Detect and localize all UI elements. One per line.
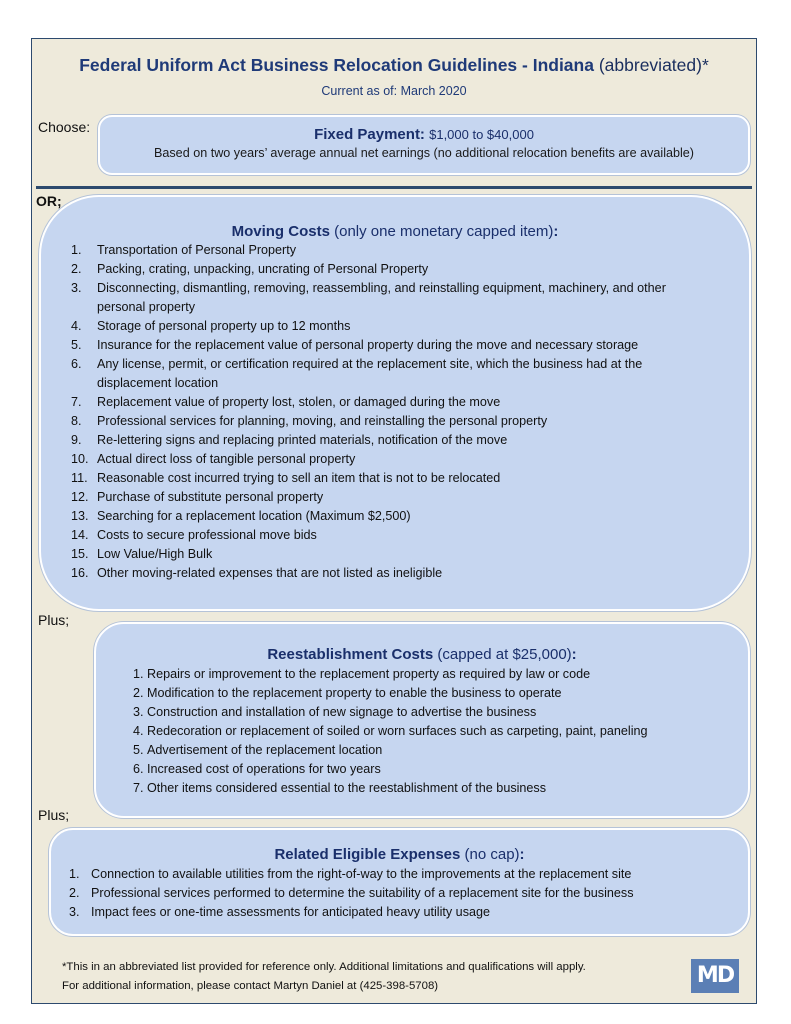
title-bold: Federal Uniform Act Business Relocation Guidelines - Indiana [79, 55, 594, 75]
list-item [69, 865, 748, 884]
list-item-number: 9. [71, 433, 82, 447]
list-item-text: Impact fees or one-time assessments for anticipated heavy utility usage [91, 905, 490, 919]
list-item [133, 779, 748, 798]
list-item-number: 15. [71, 547, 89, 561]
list-item-text: Other moving-related expenses that are not listed as ineligible [97, 566, 443, 580]
list-item-number: 2. [133, 686, 144, 700]
fixed-payment-range: $1,000 to $40,000 [429, 127, 534, 142]
list-item-text: Advertisement of the replacement location [147, 743, 383, 757]
section-divider [36, 186, 752, 189]
list-item-text: Costs to secure professional move bids [97, 528, 317, 542]
list-item [71, 279, 701, 317]
reestablishment-title: Reestablishment Costs [267, 646, 434, 663]
list-item-text: Other items considered essential to the reestablishment of the business [147, 781, 547, 795]
reestablishment-qualifier: (capped at $25,000) [437, 646, 572, 663]
list-item-text: Professional services performed to determine the suitability of a replacement site for the business [91, 886, 634, 900]
list-item-text: Transportation of Personal Property [97, 243, 297, 257]
list-item-text: Modification to the replacement property to enable the business to operate [147, 686, 562, 700]
reestablishment-colon: : [571, 646, 577, 663]
reestablishment-list [133, 665, 748, 798]
list-item-number: 16. [71, 566, 89, 580]
list-item-text: Re-lettering signs and replacing printed materials, notification of the move [97, 433, 508, 447]
or-label: OR; [36, 193, 62, 209]
list-item [133, 684, 748, 703]
list-item-number: 6. [71, 357, 82, 371]
reestablishment-box [94, 622, 750, 818]
moving-costs-qualifier: (only one monetary capped item) [334, 223, 554, 240]
list-item-number: 11. [71, 471, 88, 485]
list-item-number: 1. [69, 867, 80, 881]
list-item-number: 5. [133, 743, 144, 757]
list-item-text: Construction and installation of new signage to advertise the business [147, 705, 537, 719]
list-item-text: Searching for a replacement location (Maximum $2,500) [97, 509, 411, 523]
list-item-text: Replacement value of property lost, stolen, or damaged during the move [97, 395, 501, 409]
list-item [71, 317, 701, 336]
list-item [133, 703, 748, 722]
list-item-number: 14. [71, 528, 89, 542]
related-expenses-title: Related Eligible Expenses [274, 846, 461, 863]
list-item-number: 3. [71, 281, 82, 295]
list-item-text: Disconnecting, dismantling, removing, reassembling, and reinstalling equipment, machinery, and other personal property [97, 281, 666, 314]
moving-costs-box [39, 195, 751, 611]
list-item-text: Purchase of substitute personal property [97, 490, 324, 504]
plus-label-2: Plus; [38, 807, 70, 823]
list-item [133, 760, 748, 779]
related-expenses-heading [69, 846, 748, 863]
list-item-text: Professional services for planning, moving, and reinstalling the personal property [97, 414, 548, 428]
list-item-number: 5. [71, 338, 82, 352]
list-item-number: 3. [133, 705, 144, 719]
list-item-number: 10. [71, 452, 89, 466]
related-expenses-list [69, 865, 748, 922]
moving-costs-list [71, 241, 701, 583]
list-item [71, 260, 701, 279]
list-item-number: 7. [133, 781, 144, 795]
list-item-text: Reasonable cost incurred trying to sell an item that is not to be relocated [97, 471, 501, 485]
list-item-text: Repairs or improvement to the replacement property as required by law or code [147, 667, 591, 681]
list-item [71, 450, 701, 469]
list-item [71, 507, 701, 526]
list-item [71, 241, 701, 260]
md-logo: MD [691, 959, 739, 993]
list-item-text: Connection to available utilities from the right-of-way to the improvements at the replacement site [91, 867, 632, 881]
list-item [71, 336, 701, 355]
list-item-text: Increased cost of operations for two years [147, 762, 381, 776]
fixed-payment-heading [100, 126, 748, 143]
list-item-number: 4. [71, 319, 82, 333]
title-qualifier: (abbreviated)* [598, 55, 709, 75]
list-item-number: 2. [69, 886, 80, 900]
related-expenses-colon: : [519, 846, 525, 863]
list-item-text: Insurance for the replacement value of personal property during the move and necessary storage [97, 338, 639, 352]
list-item [133, 741, 748, 760]
page-subtitle: Current as of: March 2020 [321, 84, 467, 98]
list-item-number: 4. [133, 724, 144, 738]
list-item [71, 469, 701, 488]
plus-label-1: Plus; [38, 612, 70, 628]
fixed-payment-description: Based on two years’ average annual net earnings (no additional relocation benefits are available) [153, 146, 694, 160]
list-item [71, 526, 701, 545]
related-expenses-qualifier: (no cap) [464, 846, 520, 863]
list-item [71, 488, 701, 507]
footer-disclaimer: *This in an abbreviated list provided for reference only. Additional limitations and qualifications will apply. [62, 961, 586, 973]
list-item [71, 545, 701, 564]
reestablishment-heading [133, 646, 748, 663]
list-item-number: 1. [71, 243, 82, 257]
list-item [133, 722, 748, 741]
list-item-number: 13. [71, 509, 89, 523]
list-item-number: 12. [71, 490, 89, 504]
list-item-number: 6. [133, 762, 144, 776]
related-expenses-box [49, 828, 750, 936]
list-item-text: Packing, crating, unpacking, uncrating of Personal Property [97, 262, 429, 276]
list-item [71, 355, 701, 393]
list-item [69, 903, 748, 922]
choose-label: Choose: [38, 119, 91, 135]
list-item-text: Any license, permit, or certification required at the replacement site, which the business had at the displacement location [97, 357, 643, 390]
moving-costs-heading [71, 223, 749, 240]
list-item-number: 3. [69, 905, 80, 919]
document-page [31, 38, 757, 1004]
list-item-number: 1. [133, 667, 144, 681]
list-item-text: Storage of personal property up to 12 months [97, 319, 351, 333]
list-item-text: Actual direct loss of tangible personal property [97, 452, 356, 466]
footer-contact: For additional information, please contact Martyn Daniel at (425-398-5708) [62, 980, 439, 992]
list-item [71, 393, 701, 412]
moving-costs-colon: : [553, 223, 559, 240]
page-title [32, 55, 756, 76]
list-item [71, 564, 701, 583]
list-item [71, 431, 701, 450]
list-item-text: Low Value/High Bulk [97, 547, 213, 561]
list-item [69, 884, 748, 903]
moving-costs-title: Moving Costs [231, 223, 330, 240]
list-item-text: Redecoration or replacement of soiled or worn surfaces such as carpeting, paint, paneling [147, 724, 648, 738]
list-item [71, 412, 701, 431]
list-item-number: 2. [71, 262, 82, 276]
list-item-number: 8. [71, 414, 82, 428]
fixed-payment-label: Fixed Payment: [314, 126, 425, 143]
fixed-payment-box [98, 115, 750, 175]
list-item [133, 665, 748, 684]
list-item-number: 7. [71, 395, 82, 409]
